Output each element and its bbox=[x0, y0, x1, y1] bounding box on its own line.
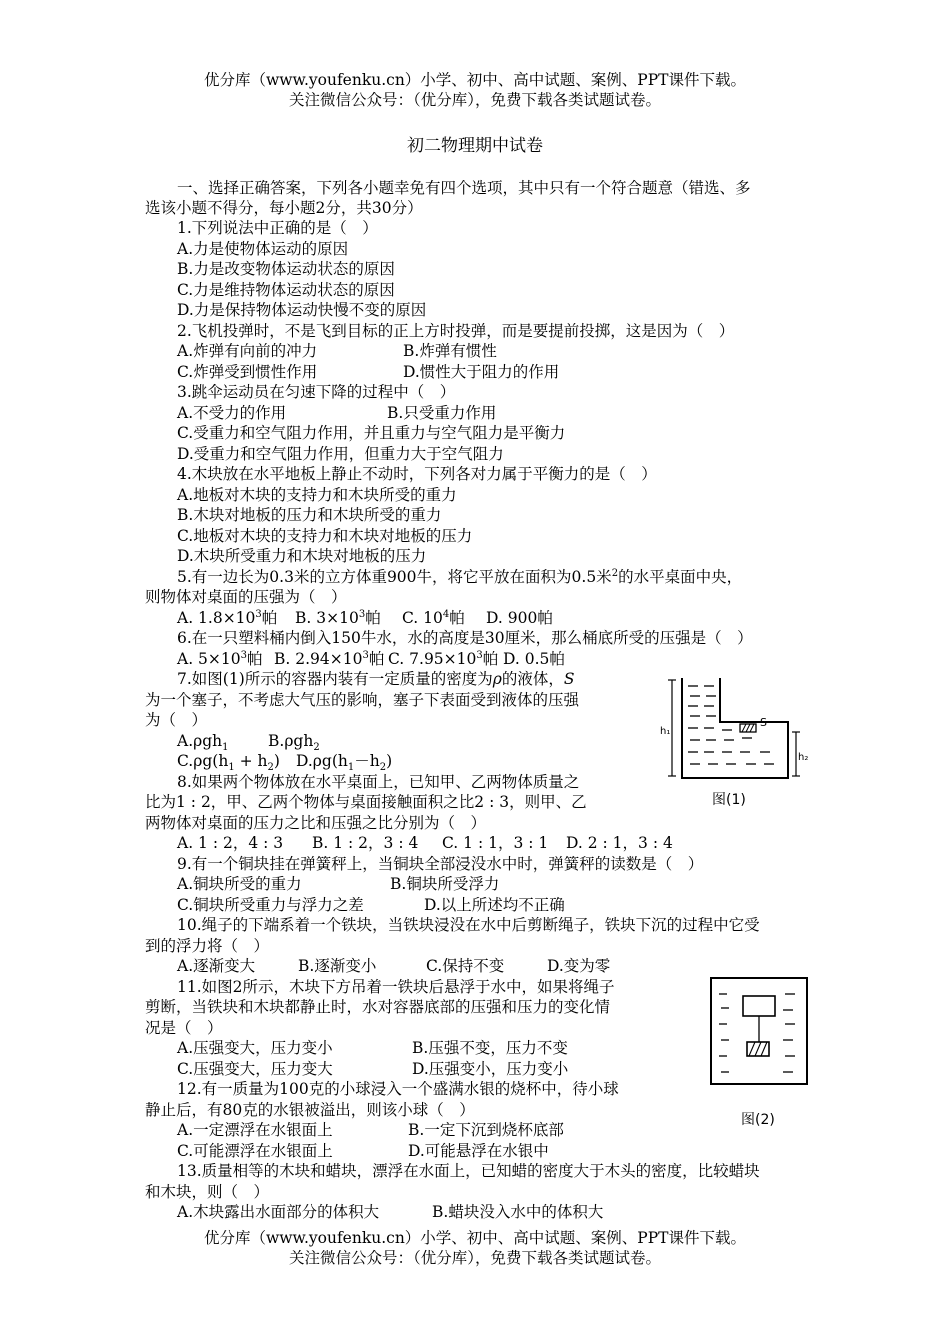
q11-option-b: B.压强不变，压力不变 bbox=[412, 1039, 568, 1057]
page-title: 初二物理期中试卷 bbox=[407, 136, 543, 156]
q2-option-c: C.炸弹受到惯性作用 bbox=[177, 363, 318, 381]
q12-stem-line-1: 12.有一质量为100克的小球浸入一个盛满水银的烧杯中，待小球 bbox=[177, 1080, 619, 1098]
footer-line-1: 优分库（www.youfenku.cn）小学、初中、高中试题、案例、PPT课件下载。 bbox=[203, 1229, 747, 1247]
q3-option-a: A.不受力的作用 bbox=[177, 404, 287, 422]
q1-stem: 1.下列说法中正确的是（ ） bbox=[177, 219, 378, 237]
q8-option-b: B. 1 : 2，3 : 4 bbox=[312, 834, 419, 852]
figure-2-suspended-block-diagram bbox=[705, 974, 815, 1134]
q8-option-c: C. 1 : 1，3 : 1 bbox=[442, 834, 549, 852]
q13-option-b: B.蜡块没入水中的体积大 bbox=[432, 1203, 604, 1221]
fig1-label-s: S bbox=[760, 716, 767, 729]
q5-option-c: C. $10^4$帕 bbox=[402, 608, 465, 627]
q10-option-b: B.逐渐变小 bbox=[298, 957, 377, 975]
q7-stem-line-1: 7.如图(1)所示的容器内装有一定质量的密度为ρ的液体，S bbox=[177, 670, 575, 688]
q10-stem-line-2: 到的浮力将（ ） bbox=[145, 937, 270, 955]
q6-option-b: B. $2.94\times 10^3$帕 bbox=[274, 649, 385, 668]
q4-option-b: B.木块对地板的压力和木块所受的重力 bbox=[177, 506, 442, 524]
q3-option-d: D.受重力和空气阻力作用，但重力大于空气阻力 bbox=[177, 445, 504, 463]
q11-option-d: D.压强变小，压力变小 bbox=[412, 1060, 569, 1078]
q12-stem-line-2: 静止后，有80克的水银被溢出，则该小球（ ） bbox=[145, 1101, 475, 1119]
q11-stem-line-3: 况是（ ） bbox=[145, 1019, 223, 1037]
q9-stem: 9.有一个铜块挂在弹簧秤上，当铜块全部浸没水中时，弹簧秤的读数是（ ） bbox=[177, 855, 704, 873]
q1-option-a: A.力是使物体运动的原因 bbox=[177, 240, 349, 258]
q10-stem-line-1: 10.绳子的下端系着一个铁块，当铁块浸没在水中后剪断绳子，铁块下沉的过程中它受 bbox=[177, 916, 760, 934]
figure-1-container-diagram bbox=[660, 672, 810, 812]
q7-option-c: $C.\rho g(h_1 + h_2)$ bbox=[177, 752, 280, 774]
header-line-2: 关注微信公众号：（优分库），免费下载各类试题试卷。 bbox=[288, 91, 661, 109]
footer-line-2: 关注微信公众号：（优分库），免费下载各类试题试卷。 bbox=[288, 1249, 661, 1267]
q5-stem-line-1: 5.有一边长为0.3米的立方体重900牛，将它平放在面积为0.5米$^2$的水平桌面中央， bbox=[177, 567, 743, 586]
section-heading-line-2: 选该小题不得分，每小题2分，共30分） bbox=[145, 199, 423, 217]
wood-block-icon bbox=[743, 996, 775, 1016]
q9-option-d: D.以上所述均不正确 bbox=[424, 896, 565, 914]
q8-stem-line-2: 比为1 : 2，甲、乙两个物体与桌面接触面积之比2 : 3，则甲、乙 bbox=[145, 793, 587, 811]
q10-option-c: C.保持不变 bbox=[426, 957, 505, 975]
q11-option-c: C.压强变大，压力变大 bbox=[177, 1060, 333, 1078]
q2-option-b: B.炸弹有惯性 bbox=[403, 342, 497, 360]
q12-option-b: B.一定下沉到烧杯底部 bbox=[408, 1121, 564, 1139]
q5-option-b: B. $3\times 10^3$帕 bbox=[295, 608, 381, 627]
q6-option-d: D. 0.5帕 bbox=[503, 650, 565, 668]
q6-option-c: C. $7.95\times 10^3$帕 bbox=[388, 649, 499, 668]
q10-option-a: A.逐渐变大 bbox=[177, 957, 256, 975]
q7-stem-line-2: 为一个塞子，不考虑大气压的影响，塞子下表面受到液体的压强 bbox=[145, 691, 580, 709]
fig1-label-h1: h₁ bbox=[660, 726, 671, 737]
q13-stem-line-2: 和木块，则（ ） bbox=[145, 1183, 270, 1201]
fig1-caption: 图(1) bbox=[712, 792, 746, 808]
q9-option-a: A.铜块所受的重力 bbox=[177, 875, 302, 893]
q8-stem-line-3: 两物体对桌面的压力之比和压强之比分别为（ ） bbox=[145, 814, 487, 832]
q5-option-d: D. 900帕 bbox=[486, 609, 553, 627]
q7-option-b: B.ρgh$_2$ bbox=[268, 732, 320, 754]
q13-stem-line-1: 13.质量相等的木块和蜡块，漂浮在水面上，已知蜡的密度大于木头的密度，比较蜡块 bbox=[177, 1162, 760, 1180]
q7-option-d: $D.\rho g(h_1-h_2)$ bbox=[296, 752, 393, 774]
q2-option-d: D.惯性大于阻力的作用 bbox=[403, 363, 560, 381]
q4-option-d: D.木块所受重力和木块对地板的压力 bbox=[177, 547, 427, 565]
q6-option-a: A. $5\times 10^3$帕 bbox=[177, 649, 263, 668]
q8-option-d: D. 2 : 1，3 : 4 bbox=[566, 834, 673, 852]
q7-option-a: A.ρgh$_1$ bbox=[177, 732, 229, 754]
q12-option-c: C.可能漂浮在水银面上 bbox=[177, 1142, 333, 1160]
q7-stem-line-3: 为（ ） bbox=[145, 711, 208, 729]
q11-stem-line-2: 剪断，当铁块和木块都静止时，水对容器底部的压强和压力的变化情 bbox=[145, 998, 611, 1016]
q1-option-c: C.力是维持物体运动状态的原因 bbox=[177, 281, 395, 299]
q8-stem-line-1: 8.如果两个物体放在水平桌面上，已知甲、乙两物体质量之 bbox=[177, 773, 580, 791]
q4-stem: 4.木块放在水平地板上静止不动时，下列各对力属于平衡力的是（ ） bbox=[177, 465, 657, 483]
q1-option-b: B.力是改变物体运动状态的原因 bbox=[177, 260, 395, 278]
q11-stem-line-1: 11.如图2所示，木块下方吊着一铁块后悬浮于水中，如果将绳子 bbox=[177, 978, 615, 996]
fig1-label-h2: h₂ bbox=[798, 752, 809, 763]
q5-stem-line-2: 则物体对桌面的压强为（ ） bbox=[145, 588, 347, 606]
section-heading-line-1: 一、选择正确答案，下列各小题幸免有四个选项，其中只有一个符合题意（错选、多 bbox=[177, 179, 751, 197]
q2-stem: 2.飞机投弹时，不是飞到目标的正上方时投弹，而是要提前投掷，这是因为（ ） bbox=[177, 322, 735, 340]
q9-option-b: B.铜块所受浮力 bbox=[390, 875, 500, 893]
q11-option-a: A.压强变大，压力变小 bbox=[177, 1039, 333, 1057]
q4-option-a: A.地板对木块的支持力和木块所受的重力 bbox=[177, 486, 457, 504]
q3-option-b: B.只受重力作用 bbox=[387, 404, 497, 422]
header-line-1: 优分库（www.youfenku.cn）小学、初中、高中试题、案例、PPT课件下载。 bbox=[203, 71, 747, 89]
q5-option-a: A. $1.8\times 10^3$帕 bbox=[177, 608, 278, 627]
q12-option-a: A.一定漂浮在水银面上 bbox=[177, 1121, 333, 1139]
q3-stem: 3.跳伞运动员在匀速下降的过程中（ ） bbox=[177, 383, 456, 401]
q1-option-d: D.力是保持物体运动快慢不变的原因 bbox=[177, 301, 427, 319]
q4-option-c: C.地板对木块的支持力和木块对地板的压力 bbox=[177, 527, 473, 545]
q13-option-a: A.木块露出水面部分的体积大 bbox=[177, 1203, 380, 1221]
q12-option-d: D.可能悬浮在水银中 bbox=[408, 1142, 549, 1160]
fig2-caption: 图(2) bbox=[741, 1112, 775, 1128]
q9-option-c: C.铜块所受重力与浮力之差 bbox=[177, 896, 364, 914]
q2-option-a: A.炸弹有向前的冲力 bbox=[177, 342, 318, 360]
q3-option-c: C.受重力和空气阻力作用，并且重力与空气阻力是平衡力 bbox=[177, 424, 566, 442]
q10-option-d: D.变为零 bbox=[547, 957, 611, 975]
q8-option-a: A. 1 : 2，4 : 3 bbox=[177, 834, 284, 852]
q6-stem: 6.在一只塑料桶内倒入150牛水，水的高度是30厘米，那么桶底所受的压强是（ ） bbox=[177, 629, 753, 647]
